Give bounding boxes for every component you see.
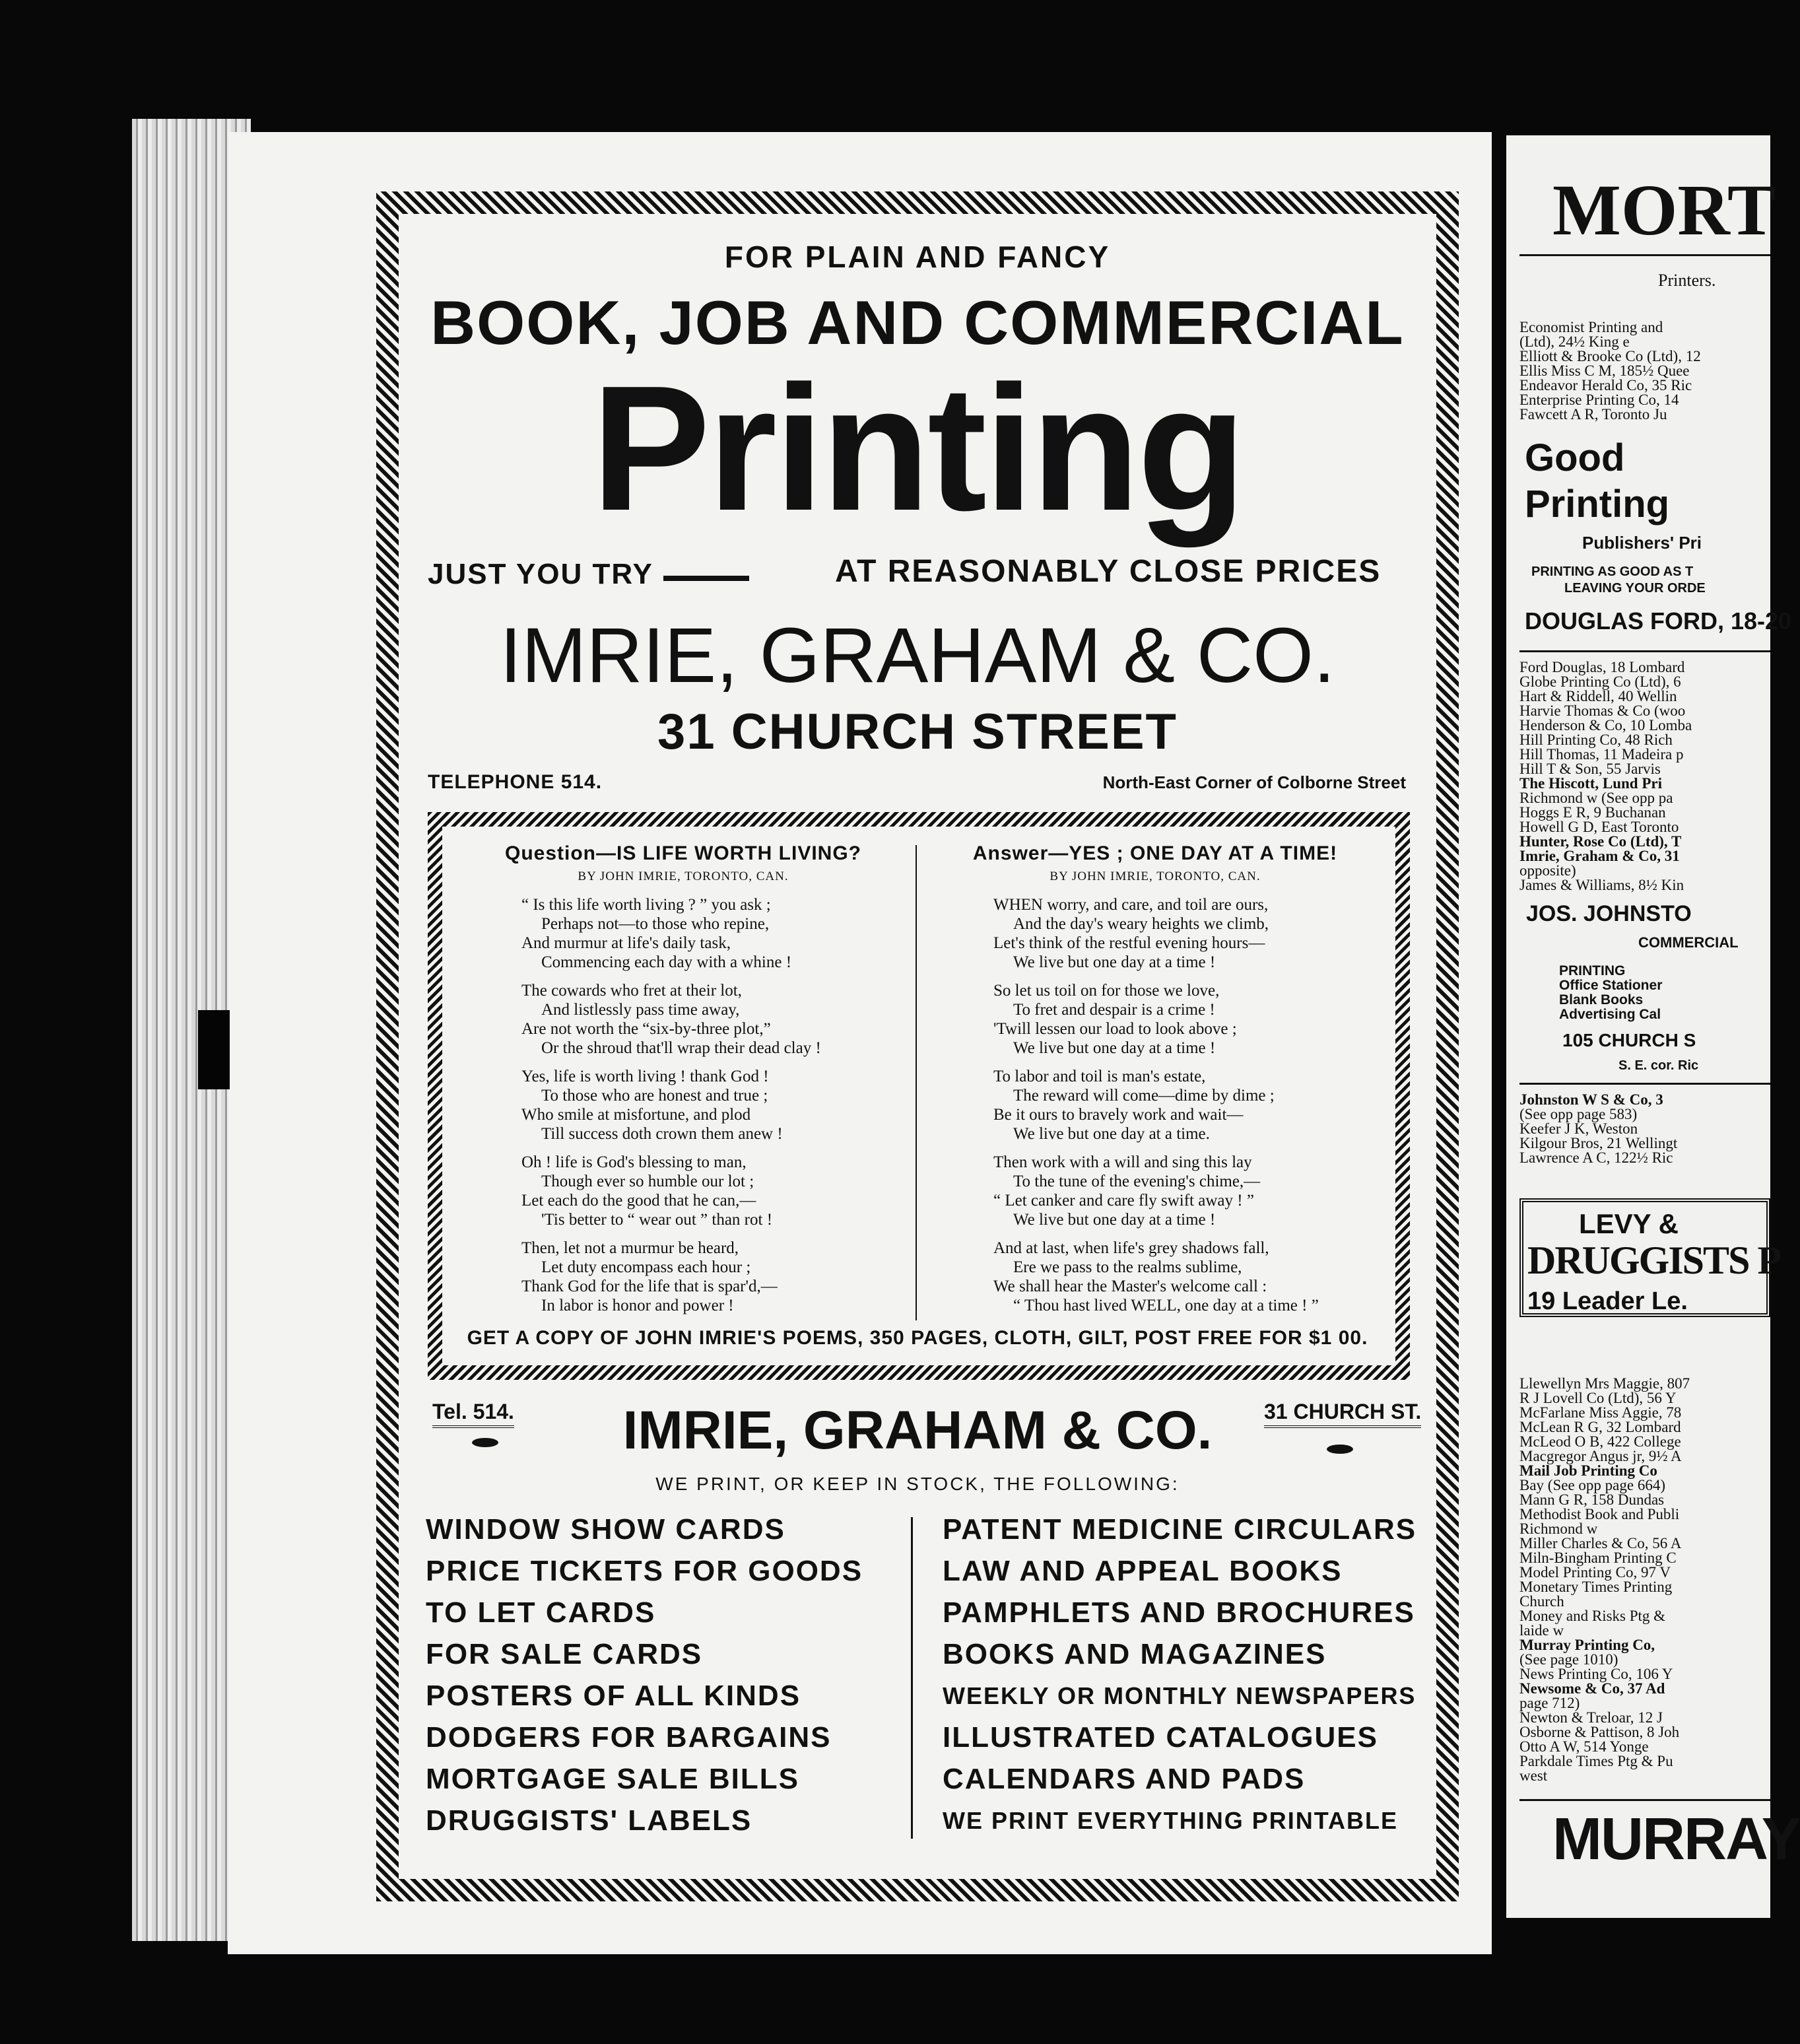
listing-block-3 [1519,1093,1677,1165]
listing-line: Llewellyn Mrs Maggie, 807 [1519,1375,1690,1392]
poem-line: To the tune of the evening's chime,— [1013,1173,1261,1190]
rule-3 [1519,1083,1770,1085]
listing-line: Hoggs E R, 9 Buchanan [1519,804,1666,821]
stock-list-right [943,1509,1418,1841]
listing-line: Macgregor Angus jr, 9½ A [1519,1448,1682,1464]
stock-item: PATENT MEDICINE CIRCULARS [943,1513,1417,1546]
listing-line: Richmond w [1519,1520,1598,1537]
listing-line: Hunter, Rose Co (Ltd), T [1519,833,1682,850]
listing-line: Ellis Miss C M, 185½ Quee [1519,362,1690,379]
poem-answer-byline: BY JOHN IMRIE, TORONTO, CAN. [1050,869,1261,883]
headline-main: BOOK, JOB AND COMMERCIAL [430,288,1405,357]
poem-line: “ Thou hast lived WELL, one day at a time ! ” [1013,1297,1319,1314]
listing-line: (Ltd), 24½ King e [1519,333,1630,350]
stock-firm-name: IMRIE, GRAHAM & CO. [622,1400,1213,1460]
publishers-line: Publishers' Pri [1582,533,1702,553]
poem-line: Let duty encompass each hour ; [541,1258,751,1276]
stock-telephone: Tel. 514. [432,1400,514,1428]
listing-line: Endeavor Herald Co, 35 Ric [1519,377,1692,393]
listing-line: Church [1519,1593,1564,1610]
stanza [927,981,1383,1058]
stock-item: PAMPHLETS AND BROCHURES [943,1596,1415,1629]
listing-line: Globe Printing Co (Ltd), 6 [1519,673,1681,690]
poem-line: Oh ! life is God's blessing to man, [521,1153,747,1171]
listing-block-4 [1519,1377,1690,1783]
poem-line: And at last, when life's grey shadows fall, [993,1239,1269,1257]
right-page-header: MORT [1552,170,1776,250]
poem-line: Thank God for the life that is spar'd,— [521,1278,778,1295]
stock-list-left [426,1509,901,1841]
firm-name: IMRIE, GRAHAM & CO. [500,612,1335,699]
headline-printing: Printing [591,349,1244,548]
stanza [927,1067,1383,1143]
rule-4 [1519,1799,1770,1801]
poem-line: So let us toil on for those we love, [993,982,1220,1000]
poem-line: Then, let not a murmur be heard, [521,1239,739,1257]
index-tab [198,1010,230,1089]
listing-line: McFarlane Miss Aggie, 78 [1519,1404,1682,1421]
right-page [1506,135,1800,1918]
stock-item: FOR SALE CARDS [426,1638,703,1670]
stanza [455,1067,911,1143]
poem-line: Who smile at misfortune, and plod [521,1106,751,1124]
stanza [927,1239,1383,1315]
listing-line: Bay (See opp page 664) [1519,1477,1665,1493]
douglas-line: DOUGLAS FORD, 18-20 [1525,607,1792,634]
poem-line: We live but one day at a time ! [1013,953,1216,971]
poem-line: Perhaps not—to those who repine, [541,915,770,933]
poem-line: Till success doth crown them anew ! [541,1125,783,1143]
poem-line: Let each do the good that he can,— [521,1192,756,1209]
listing-block-1 [1519,320,1701,422]
stock-item: DODGERS FOR BARGAINS [426,1721,832,1754]
stanza [927,895,1383,972]
poem-line: And the day's weary heights we climb, [1013,915,1269,933]
listing-line: Osborne & Pattison, 8 Joh [1519,1724,1680,1740]
stock-item: TO LET CARDS [426,1596,656,1629]
stock-list-divider [911,1517,913,1839]
listing-line: Blank Books [1559,992,1644,1007]
poem-question [455,844,911,1324]
header-rule [1519,254,1770,256]
listing-line: Hill Printing Co, 48 Rich [1519,732,1673,748]
listing-line: News Printing Co, 106 Y [1519,1666,1673,1682]
listing-line: Mail Job Printing Co [1519,1462,1657,1479]
poem-line: Then work with a will and sing this lay [993,1153,1252,1171]
johnston-address: 105 CHURCH S [1562,1030,1696,1050]
poem-line: Be it ours to bravely work and wait— [993,1106,1244,1124]
listing-line: Imrie, Graham & Co, 31 [1519,848,1680,864]
section-label: Printers. [1658,271,1716,290]
stanza [455,1239,911,1315]
stock-item: MORTGAGE SALE BILLS [426,1763,799,1795]
listing-line: (See page 1010) [1519,1651,1618,1668]
listing-line: Richmond w (See opp pa [1519,790,1673,806]
poem-answer-title: Answer—YES ; ONE DAY AT A TIME! [972,842,1338,864]
listing-line: Fawcett A R, Toronto Ju [1519,406,1667,423]
poem-line: WHEN worry, and care, and toil are ours, [993,896,1269,914]
listing-line: Murray Printing Co, [1519,1637,1655,1653]
druggists-title: DRUGGISTS P [1527,1239,1781,1282]
listing-line: Parkdale Times Ptg & Pu [1519,1753,1673,1769]
poem-line: We live but one day at a time ! [1013,1039,1216,1057]
stock-intro: WE PRINT, OR KEEP IN STOCK, THE FOLLOWING: [655,1474,1180,1494]
listing-line: Johnston W S & Co, 3 [1519,1091,1663,1108]
listing-line: opposite) [1519,862,1576,879]
poem-line: 'Tis better to “ wear out ” than rot ! [541,1211,773,1229]
as-good-line: PRINTING AS GOOD AS T [1531,564,1694,579]
listing-line: Harvie Thomas & Co (woo [1519,702,1686,719]
poem-line: We live but one day at a time ! [1013,1211,1216,1229]
poem-answer-stanzas [927,895,1383,1315]
listing-line: Lawrence A C, 122½ Ric [1519,1149,1673,1166]
stock-item: WINDOW SHOW CARDS [426,1513,785,1546]
listing-line: PRINTING [1559,963,1626,978]
poem-line: We live but one day at a time. [1013,1125,1210,1143]
poem-line: “ Is this life worth living ? ” you ask ; [521,896,771,914]
poem-line: Yes, life is worth living ! thank God ! [521,1068,769,1085]
stock-item: CALENDARS AND PADS [943,1763,1306,1795]
listing-line: Miller Charles & Co, 56 A [1519,1535,1682,1551]
poem-line: Or the shroud that'll wrap their dead clay ! [541,1039,821,1057]
listing-line: Elliott & Brooke Co (Ltd), 12 [1519,348,1701,364]
poem-line: The cowards who fret at their lot, [521,982,742,1000]
poem-line: Let's think of the restful evening hours— [993,934,1265,952]
stock-item: POSTERS OF ALL KINDS [426,1680,801,1712]
listing-line: Hill T & Son, 55 Jarvis [1519,761,1661,777]
listing-line: west [1519,1767,1548,1784]
rule-2 [1519,650,1770,652]
listing-line: Hill Thomas, 11 Madeira p [1519,746,1684,763]
listing-line: Mann G R, 158 Dundas [1519,1491,1665,1508]
listing-line: R J Lovell Co (Ltd), 56 Y [1519,1390,1677,1406]
listing-line: Economist Printing and [1519,319,1663,335]
listing-line: McLean R G, 32 Lombard [1519,1419,1681,1435]
headline-top: FOR PLAIN AND FANCY [724,240,1111,274]
stock-item: DRUGGISTS' LABELS [426,1804,752,1837]
stock-item: BOOKS AND MAGAZINES [943,1638,1327,1670]
stock-address: 31 CHURCH ST. [1264,1400,1421,1428]
listing-line: Hart & Riddell, 40 Wellin [1519,688,1677,704]
listing-line: (See opp page 583) [1519,1106,1638,1122]
stanza [455,981,911,1058]
listing-block-2 [1519,660,1692,893]
listing-line: Ford Douglas, 18 Lombard [1519,659,1685,675]
leader-lane: 19 Leader Le. [1527,1287,1688,1315]
poem-line: And listlessly pass time away, [541,1001,740,1019]
stanza [455,1153,911,1229]
poem-answer [927,844,1383,1324]
leaving-line: LEAVING YOUR ORDE [1564,581,1706,596]
listing-line: Newton & Treloar, 12 J [1519,1709,1663,1726]
listing-line: Miln-Bingham Printing C [1519,1550,1677,1566]
listing-line: Kilgour Bros, 21 Wellingt [1519,1135,1678,1151]
good-ad-printing: Printing [1525,483,1670,526]
listing-line: Newsome & Co, 37 Ad [1519,1680,1665,1697]
listing-line: McLeod O B, 422 College [1519,1433,1681,1450]
reasonable-prices: AT REASONABLY CLOSE PRICES [835,554,1382,589]
corner-note: North-East Corner of Colborne Street [1102,772,1406,792]
johnston-corner: S. E. cor. Ric [1618,1058,1699,1073]
listing-line: Office Stationer [1559,978,1663,993]
poem-question-stanzas [455,895,911,1315]
stock-item: WE PRINT EVERYTHING PRINTABLE [943,1807,1399,1834]
poem-line: Ere we pass to the realms sublime, [1013,1258,1242,1276]
johnston-lines [1559,964,1662,1022]
listing-line: Howell G D, East Toronto [1519,819,1679,835]
poem-line: 'Twill lessen our load to look above ; [993,1020,1237,1038]
poem-line: To those who are honest and true ; [541,1087,768,1105]
firm-address: 31 CHURCH STREET [657,704,1178,760]
listing-line: Money and Risks Ptg & [1519,1608,1666,1624]
poem-line: Though ever so humble our lot ; [541,1173,754,1190]
just-you-try: JUST YOU TRY [428,558,653,590]
poem-line: We shall hear the Master's welcome call : [993,1278,1267,1295]
listing-line: Henderson & Co, 10 Lomba [1519,717,1692,733]
listing-line: Keefer J K, Weston [1519,1120,1638,1137]
poem-question-byline: BY JOHN IMRIE, TORONTO, CAN. [578,869,789,883]
stock-item: WEEKLY OR MONTHLY NEWSPAPERS [943,1682,1417,1709]
poem-question-title: Question—IS LIFE WORTH LIVING? [505,842,861,864]
levy-title: LEVY & [1579,1208,1679,1239]
poems-offer: GET A COPY OF JOHN IMRIE'S POEMS, 350 PAGES, CLOTH, GILT, POST FREE FOR $1 00. [467,1327,1368,1349]
stock-item: PRICE TICKETS FOR GOODS [426,1555,863,1587]
telephone: TELEPHONE 514. [428,771,603,793]
poem-line: To labor and toil is man's estate, [993,1068,1206,1085]
listing-line: The Hiscott, Lund Pri [1519,775,1662,792]
listing-line: Model Printing Co, 97 V [1519,1564,1671,1581]
poem-line: Commencing each day with a whine ! [541,953,792,971]
listing-line: James & Williams, 8½ Kin [1519,877,1684,893]
listing-line: Advertising Cal [1559,1007,1661,1022]
poem-line: “ Let canker and care fly swift away ! ” [993,1192,1254,1209]
stock-item: LAW AND APPEAL BOOKS [943,1555,1343,1587]
poem-line: In labor is honor and power ! [541,1297,734,1314]
listing-line: laide w [1519,1622,1564,1639]
listing-line: Enterprise Printing Co, 14 [1519,392,1679,408]
poem-divider [916,845,917,1320]
stanza [927,1153,1383,1229]
murray-ad: MURRAY [1552,1806,1800,1872]
johnston-commercial: COMMERCIAL [1638,934,1739,951]
poem-line: Are not worth the “six-by-three plot,” [521,1020,771,1038]
listing-line: page 712) [1519,1695,1580,1711]
poem-line: And murmur at life's daily task, [521,934,731,952]
listing-line: Monetary Times Printing [1519,1579,1673,1595]
good-ad-title: Good [1525,436,1625,479]
listing-line: Methodist Book and Publi [1519,1506,1680,1522]
poem-line: To fret and despair is a crime ! [1013,1001,1215,1019]
johnston-title: JOS. JOHNSTO [1526,901,1692,926]
stock-item: ILLUSTRATED CATALOGUES [943,1721,1378,1754]
poem-line: The reward will come—dime by dime ; [1013,1087,1275,1105]
pointer-dash [663,576,749,581]
stanza [455,895,911,972]
listing-line: Otto A W, 514 Yonge [1519,1738,1649,1755]
